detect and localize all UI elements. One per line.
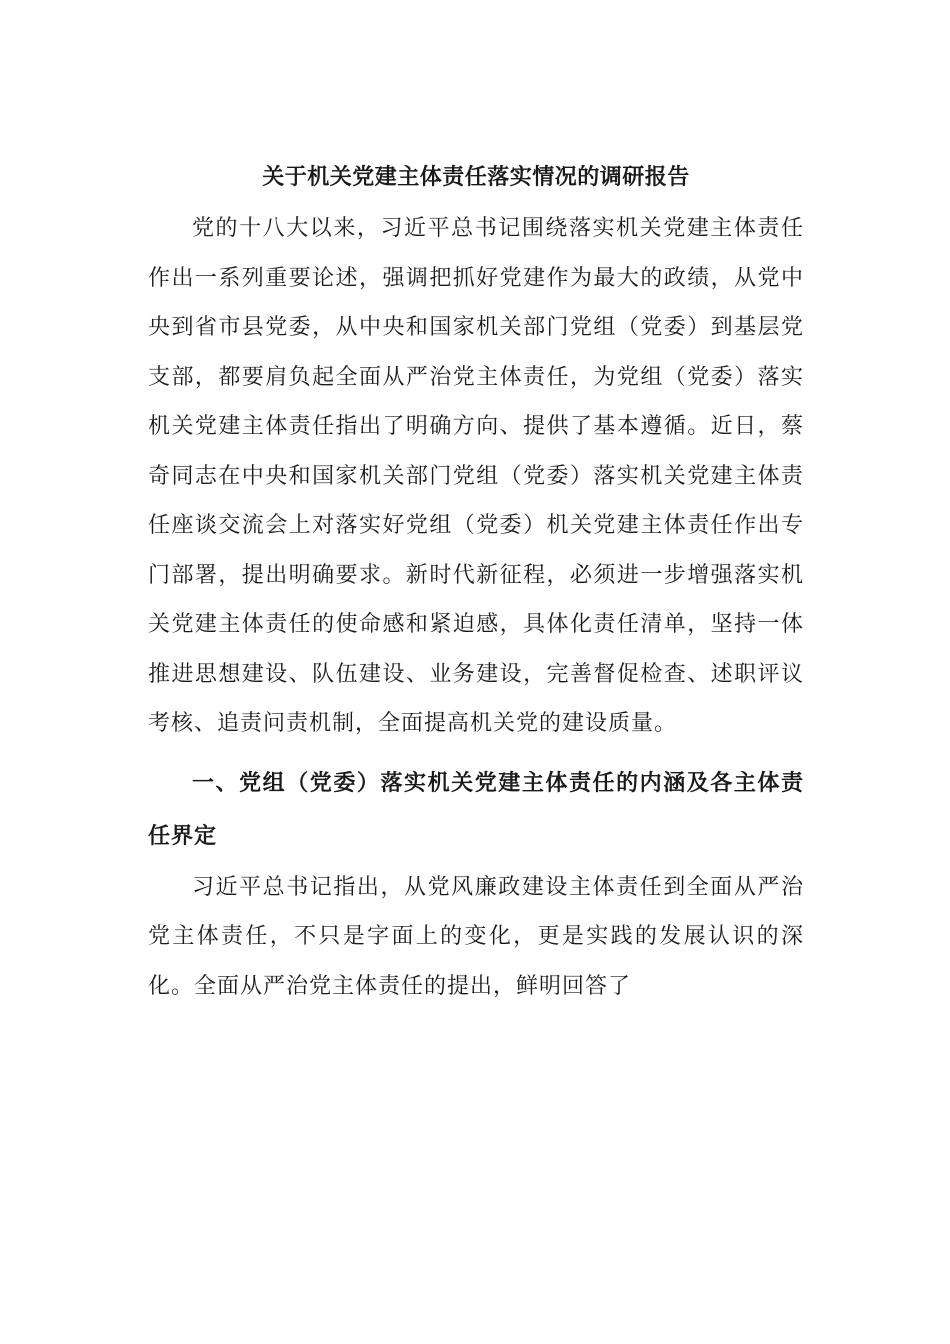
document-page: [148, 150, 804, 1011]
document-title: 关于机关党建主体责任落实情况的调研报告: [262, 164, 690, 190]
intro-paragraph: 党的十八大以来，习近平总书记围绕落实机关党建主体责任作出一系列重要论述，强调把抓好党建作为最大的政绩，从党中央到省市县党委，从中央和国家机关部门党组（党委）到基层党支部，都要肩负起全面从严治党主体责任，为党组（党委）落实机关党建主体责任指出了明确方向、提供了基本遵循。近日，蔡奇同志在中央和国家机关部门党组（党委）落实机关党建主体责任座谈交流会上对落实好党组（党委）机关党建主体责任作出专门部署，提出明确要求。新时代新征程，必须进一步增强落实机关党建主体责任的使命感和紧迫感，具体化责任清单，坚持一体推进思想建设、队伍建设、业务建设，完善督促检查、述职评议考核、追责问责机制，全面提高机关党的建设质量。: [148, 216, 804, 736]
section-1-paragraph: 习近平总书记指出，从党风廉政建设主体责任到全面从严治党主体责任，不只是字面上的变化，更是实践的发展认识的深化。全面从严治党主体责任的提出，鲜明回答了: [148, 874, 804, 999]
section-1-heading: 一、党组（党委）落实机关党建主体责任的内涵及各主体责任界定: [148, 769, 804, 849]
